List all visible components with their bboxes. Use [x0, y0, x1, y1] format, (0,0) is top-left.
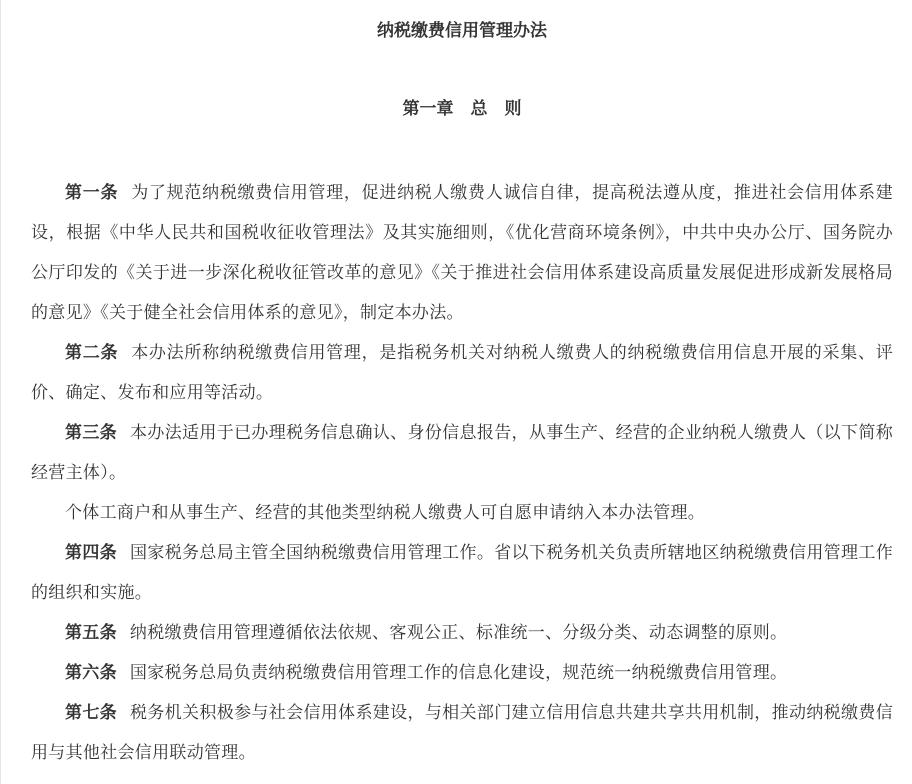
- article-number: 第四条: [65, 543, 118, 563]
- article-number: 第三条: [65, 423, 118, 443]
- article-text: 国家税务总局主管全国纳税缴费信用管理工作。省以下税务机关负责所辖地区纳税缴费信用管理工作的组织和实施。: [31, 543, 893, 603]
- document-body: [31, 0, 893, 773]
- article-6: [31, 653, 893, 693]
- article-4: [31, 533, 893, 613]
- chapter-heading: 第一章 总 则: [402, 99, 522, 119]
- page-edge-line: [0, 0, 1, 784]
- article-number: 第一条: [65, 183, 119, 203]
- article-3-paragraph-2: [31, 493, 893, 533]
- article-text: 为了规范纳税缴费信用管理，促进纳税人缴费人诚信自律，提高税法遵从度，推进社会信用体系建设，根据《中华人民共和国税收征收管理法》及其实施细则，《优化营商环境条例》，中共中央办公厅、国务院办公厅印发的《关于进一步深化税收征管改革的意见》《关于推进社会信用体系建设高质量发展促进形成新发展格局的意见》《关于健全社会信用体系的意见》，制定本办法。: [31, 183, 893, 323]
- article-text: 纳税缴费信用管理遵循依法依规、客观公正、标准统一、分级分类、动态调整的原则。: [129, 623, 788, 643]
- article-number: 第二条: [65, 343, 119, 363]
- article-number: 第七条: [65, 703, 118, 723]
- article-number: 第六条: [65, 663, 117, 683]
- article-3: [31, 413, 893, 493]
- article-text: 税务机关积极参与社会信用体系建设，与相关部门建立信用信息共建共享共用机制，推动纳税缴费信用与其他社会信用联动管理。: [31, 703, 893, 763]
- article-text: 国家税务总局负责纳税缴费信用管理工作的信息化建设，规范统一纳税缴费信用管理。: [129, 663, 788, 683]
- article-text: 个体工商户和从事生产、经营的其他类型纳税人缴费人可自愿申请纳入本办法管理。: [65, 503, 706, 523]
- article-2: [31, 333, 893, 413]
- article-number: 第五条: [65, 623, 117, 643]
- article-5: [31, 613, 893, 653]
- document-title: 纳税缴费信用管理办法: [377, 21, 547, 41]
- article-7: [31, 693, 893, 773]
- article-1: [31, 173, 893, 333]
- article-text: 本办法适用于已办理税务信息确认、身份信息报告，从事生产、经营的企业纳税人缴费人（以下简称经营主体）。: [31, 423, 893, 483]
- article-list: [31, 173, 893, 773]
- article-text: 本办法所称纳税缴费信用管理，是指税务机关对纳税人缴费人的纳税缴费信用信息开展的采集、评价、确定、发布和应用等活动。: [31, 343, 893, 403]
